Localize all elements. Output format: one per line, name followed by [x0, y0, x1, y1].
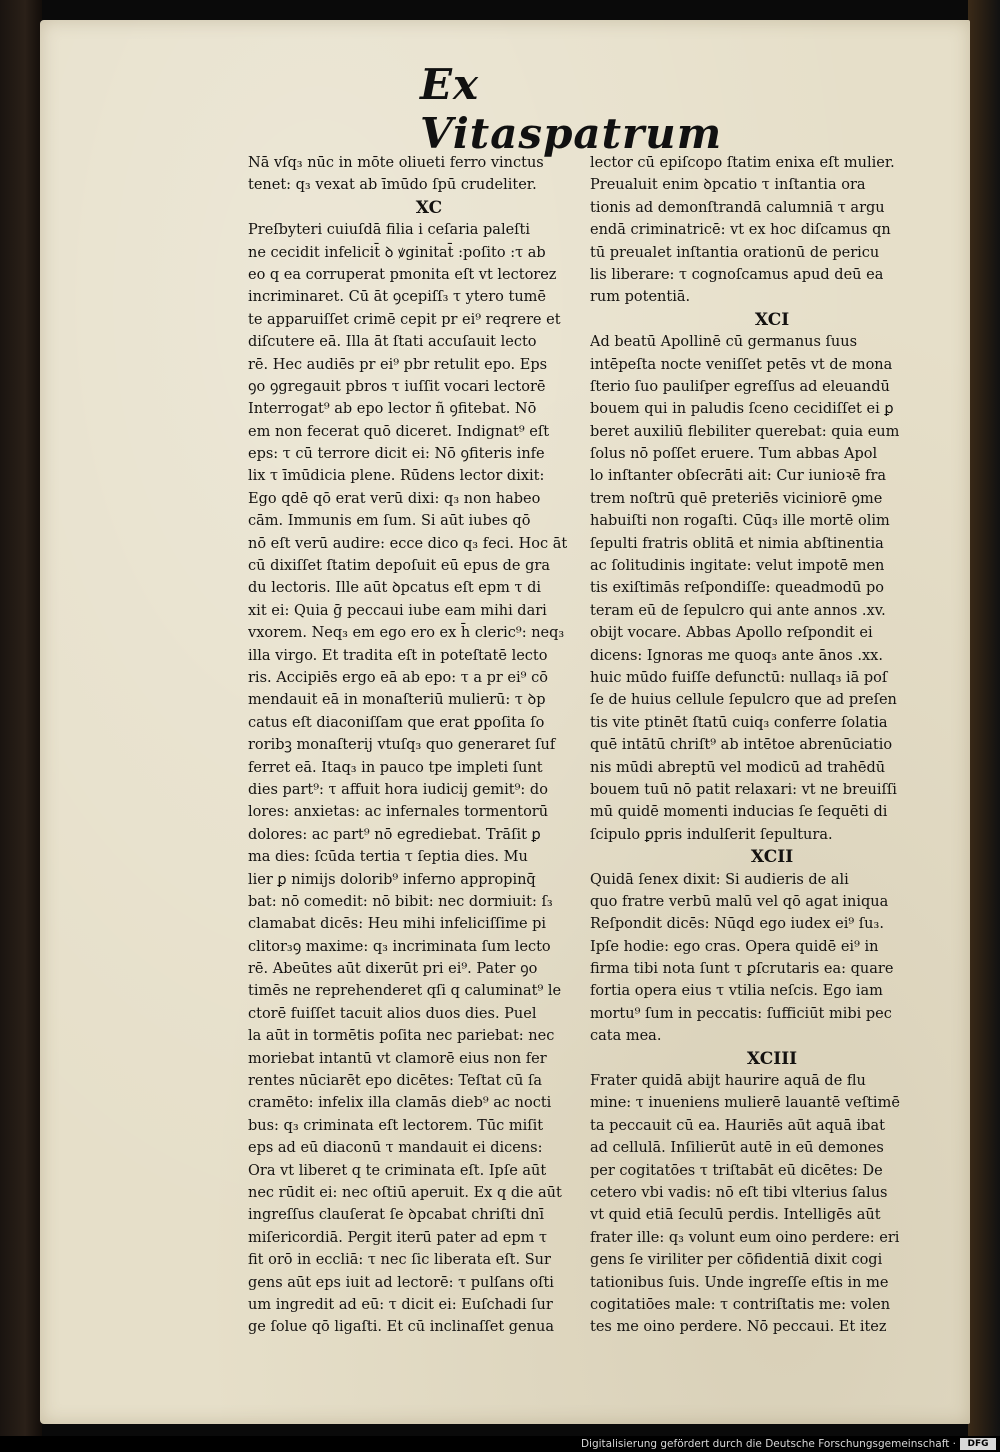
text-line: quo fratre verbū malū vel qō agat iniqua — [590, 893, 889, 910]
text-line: vt quid etiā ſeculū perdis. Intelligēs aūt — [590, 1207, 881, 1224]
text-line: mendauit eā in monaſteriū mulierū: τ ꝺp — [248, 692, 546, 709]
text-line: Ad beatū Apollinē cū germanus ſuus — [590, 334, 858, 351]
text-line: tationibus ſuis. Unde ingreſſe eſtis in me — [590, 1274, 889, 1291]
text-line: beret auxiliū flebiliter querebat: quia eum — [590, 423, 900, 440]
text-line: em non fecerat quō diceret. Indignat⁹ eſt — [248, 423, 550, 440]
text-line: bat: nō comedit: nō bibit: nec dormiuit: ſ₃ — [248, 893, 553, 910]
text-line: ſterio ſuo pauliſper egreſſus ad eleuandū — [590, 378, 890, 395]
text-line: ferret eā. Itaq₃ in pauco tpe impleti ſunt — [248, 759, 543, 776]
text-line: ac ſolitudinis ingitate: velut impotē men — [590, 558, 885, 575]
text-line: lector cū epiſcopo ſtatim enixa eſt mulier. — [590, 155, 895, 171]
text-line: ad cellulā. Inſilierūt autē in eū demones — [590, 1140, 884, 1157]
text-line: rentes nūciarēt epo dicētes: Teſtat cū ſa — [248, 1073, 542, 1090]
running-title: Ex Vitaspatrum — [420, 60, 723, 158]
text-line: tū preualet inſtantia orationū de pericu — [590, 244, 880, 261]
text-line: bus: q₃ criminata eſt lectorem. Tūc miſit — [248, 1117, 544, 1134]
text-line: Ora vt liberet q te criminata eſt. Ipſe aūt — [248, 1162, 547, 1179]
right-text-column — [590, 152, 954, 1339]
text-line: timēs ne reprehenderet qſi q caluminat⁹ le — [248, 983, 562, 1000]
text-line: tis vite ptinēt ſtatū cuiq₃ conferre ſolatia — [590, 714, 888, 731]
chapter-number: XC — [415, 197, 443, 218]
left-text-column — [248, 152, 610, 1339]
text-line: moriebat intantū vt clamorē eius non fer — [248, 1050, 547, 1067]
text-line: catus eſt diaconiſſam que erat ꝑpoſita ſo — [248, 714, 545, 731]
text-line: obijt vocare. Abbas Apollo reſpondit ei — [590, 625, 873, 642]
text-line: Ipſe hodie: ego cras. Opera quidē ei⁹ in — [590, 938, 879, 955]
text-line: endā criminatricē: vt ex hoc diſcamus qn — [590, 222, 891, 239]
text-line: ta peccauit cū ea. Hauriēs aūt aquā ibat — [590, 1117, 885, 1134]
text-line: nis mūdi abreptū vel modicū ad trahēdū — [590, 759, 886, 776]
text-line: nec rūdit ei: nec oſtiū aperuit. Ex q die aūt — [248, 1184, 562, 1201]
text-line: eps ad eū diaconū τ mandauit ei dicens: — [248, 1140, 543, 1157]
text-line: ſcipulo ꝑpris indulſerit ſepultura. — [590, 826, 833, 843]
text-line: la aūt in tormētis poſita nec pariebat: nec — [248, 1028, 555, 1045]
text-line: roribꝫ monaſterij vtuſq₃ quo generaret ſuf — [248, 737, 556, 754]
text-line: quē intātū chriſt⁹ ab intētoe abrenūciatio — [590, 737, 893, 754]
text-line: cetero vbi vadis: nō eſt tibi vlterius ſalus — [590, 1184, 888, 1201]
text-line: trem noſtrū quē preteriēs viciniorē ꝯme — [590, 490, 883, 507]
text-line: tionis ad demonſtrandā calumniā τ argu — [590, 199, 885, 216]
chapter-number: XCIII — [746, 1048, 798, 1069]
text-line: clamabat dicēs: Heu mihi infeliciſſime pi — [248, 916, 547, 933]
text-line: ſe de huius cellule ſepulcro que ad preſen — [590, 692, 897, 709]
text-line: mine: τ inueniens mulierē lauantē veſtimē — [590, 1095, 900, 1112]
chapter-number: XCI — [754, 309, 790, 330]
text-line: habuiſti non rogaſti. Cūq₃ ille mortē olim — [590, 513, 890, 530]
book-spine — [0, 0, 42, 1436]
text-line: ſolus nō poſſet eruere. Tum abbas Apol — [590, 446, 878, 463]
text-line: Interrogat⁹ ab epo lector ñ ꝯfitebat. Nō — [248, 401, 537, 418]
text-line: gens ſe viriliter per cōfidentiā dixit cogi — [590, 1252, 883, 1269]
text-line: fit orō in eccliā: τ nec ſic liberata eſt. Sur — [248, 1252, 551, 1269]
text-line: eps: τ cū terrore dicit ei: Nō ꝯfiteris infe — [248, 446, 545, 463]
text-line: mū quidē momenti inducias ſe ſequēti di — [590, 804, 888, 821]
text-line: cata mea. — [590, 1028, 662, 1045]
text-line: rē. Hec audiēs pr ei⁹ pbr retulit epo. Eps — [248, 356, 548, 373]
text-line: ris. Accipiēs ergo eā ab epo: τ a pr ei⁹ cō — [248, 669, 548, 686]
text-line: dies part⁹: τ affuit hora iudicij gemit⁹: do — [248, 781, 548, 798]
text-line: Reſpondit dicēs: Nūqd ego iudex ei⁹ ſu₃. — [590, 916, 884, 933]
text-line: miſericordiā. Pergit iterū pater ad epm τ — [248, 1229, 548, 1246]
text-line: diſcutere eā. Illa āt ſtati accuſauit lecto — [248, 334, 537, 351]
text-line: lix τ īmūdicia plene. Rūdens lector dixit: — [248, 468, 545, 485]
chapter-number: XCII — [750, 847, 794, 868]
text-line: lis liberare: τ cognoſcamus apud deū ea — [590, 266, 884, 283]
text-line: cramēto: infelix illa clamās dieb⁹ ac nocti — [248, 1095, 552, 1112]
text-line: per cogitatōes τ triſtabāt eū dicētes: De — [590, 1162, 883, 1179]
text-line: Ego qdē qō erat verū dixi: q₃ non habeo — [248, 490, 541, 507]
text-line: clitor₃ꝯ maxime: q₃ incriminata ſum lecto — [248, 938, 551, 955]
text-line: Quidā ſenex dixit: Si audieris de ali — [590, 871, 849, 888]
text-line: du lectoris. Ille aūt ꝺpcatus eſt epm τ di — [248, 580, 542, 597]
text-line: ctorē fuiſſet tacuit alios duos dies. Puel — [248, 1005, 537, 1022]
text-line: nō eſt verū audire: ecce dico q₃ feci. Hoc āt — [248, 535, 568, 552]
text-line: ꝯo ꝯgregauit pbros τ iuſſit vocari lectorē — [248, 378, 546, 395]
text-line: ge ſolue qō ligaſti. Et cū inclinaſſet genua — [248, 1319, 554, 1336]
text-line: dolores: ac part⁹ nō egrediebat. Trāſit ꝑ — [248, 826, 541, 843]
book-edge — [968, 0, 1000, 1436]
text-line: intēpeſta nocte veniſſet petēs vt de mona — [590, 356, 893, 373]
text-line: illa virgo. Et tradita eſt in poteſtatē lecto — [248, 647, 548, 664]
text-line: tenet: q₃ vexat ab īmūdo ſpū crudeliter. — [248, 177, 537, 194]
text-line: xit ei: Quia ḡ peccaui iube eam mihi dari — [248, 602, 547, 619]
text-line: gens aūt eps iuit ad lectorē: τ pulſans oſti — [248, 1274, 554, 1291]
text-line: ma dies: ſcūda tertia τ ſeptia dies. Mu — [248, 849, 528, 866]
text-line: ingreſſus clauſerat ſe ꝺpcabat chriſti dnī — [248, 1207, 544, 1224]
text-line: lores: anxietas: ac infernales tormentorū — [248, 804, 549, 821]
text-line: cogitatiōes male: τ contriſtatis me: volen — [590, 1296, 891, 1313]
text-line: bouem tuū nō patit relaxari: vt ne breuiſſi — [590, 781, 897, 798]
text-line: huic mūdo fuiſſe defunctū: nullaq₃ iā poſ — [590, 669, 888, 686]
text-line: incriminaret. Cū āt ꝯcepiſſ₃ τ ytero tumē — [248, 289, 547, 306]
text-line: firma tibi nota ſunt τ ꝑſcrutaris ea: quare — [590, 961, 894, 978]
text-line: fortia opera eius τ vtilia neſcis. Ego iam — [590, 983, 883, 1000]
text-line: lo inſtanter obſecrāti ait: Cur iunioꝛē fra — [590, 468, 887, 485]
text-line: ſepulti fratris oblitā et nimia abſtinentia — [590, 535, 884, 552]
text-line: te apparuiſſet crimē cepit pr ei⁹ reqrere et — [248, 311, 561, 328]
text-line: lier ꝑ nimijs dolorib⁹ inferno appropinq̄ — [248, 871, 536, 888]
text-line: tis exiſtimās reſpondiſſe: queadmodū po — [590, 580, 884, 597]
text-line: um ingredit ad eū: τ dicit ei: Euſchadi ſur — [248, 1296, 553, 1313]
dfg-logo: DFG — [960, 1438, 996, 1450]
text-line: dicens: Ignoras me quoq₃ ante ānos .xx. — [590, 647, 883, 664]
digitization-credit: Digitalisierung gefördert durch die Deutsche Forschungsgemeinschaft · — [580, 1438, 956, 1450]
text-line: cū dixiſſet ſtatim depoſuit eū epus de gra — [248, 558, 550, 575]
text-line: rē. Abeūtes aūt dixerūt pri ei⁹. Pater ꝯo — [248, 961, 538, 978]
text-line: rum potentiā. — [590, 289, 691, 306]
text-line: teram eū de ſepulcro qui ante annos .xv. — [590, 602, 886, 619]
text-line: mortu⁹ ſum in peccatis: ſufficiūt mibi pec — [590, 1005, 892, 1022]
text-line: cām. Immunis em ſum. Si aūt iubes qō — [248, 513, 531, 530]
text-line: Frater quidā abijt haurire aquā de flu — [590, 1073, 866, 1090]
text-line: Preſbyteri cuiuſdā filia i ceſaria paleſti — [248, 222, 530, 239]
text-line: tes me oino perdere. Nō peccaui. Et itez — [590, 1319, 887, 1336]
text-line: ne cecidit infelicit̄ ꝺ ꝟginitat̄ :poſito :τ ab — [248, 244, 546, 261]
text-line: Nā vſq₃ nūc in mōte oliueti ferro vinctus — [248, 155, 544, 171]
text-line: Preualuit enim ꝺpcatio τ inſtantia ora — [590, 177, 866, 194]
text-line: frater ille: q₃ volunt eum oino perdere: eri — [590, 1229, 900, 1246]
text-line: eo q ea corruperat pmonita eſt vt lectorez — [248, 266, 557, 283]
text-line: bouem qui in paludis ſceno cecidiſſet ei ꝑ — [590, 401, 894, 418]
text-line: vxorem. Neq₃ em ego ero ex h̄ cleric⁹: neq₃ — [248, 625, 565, 642]
